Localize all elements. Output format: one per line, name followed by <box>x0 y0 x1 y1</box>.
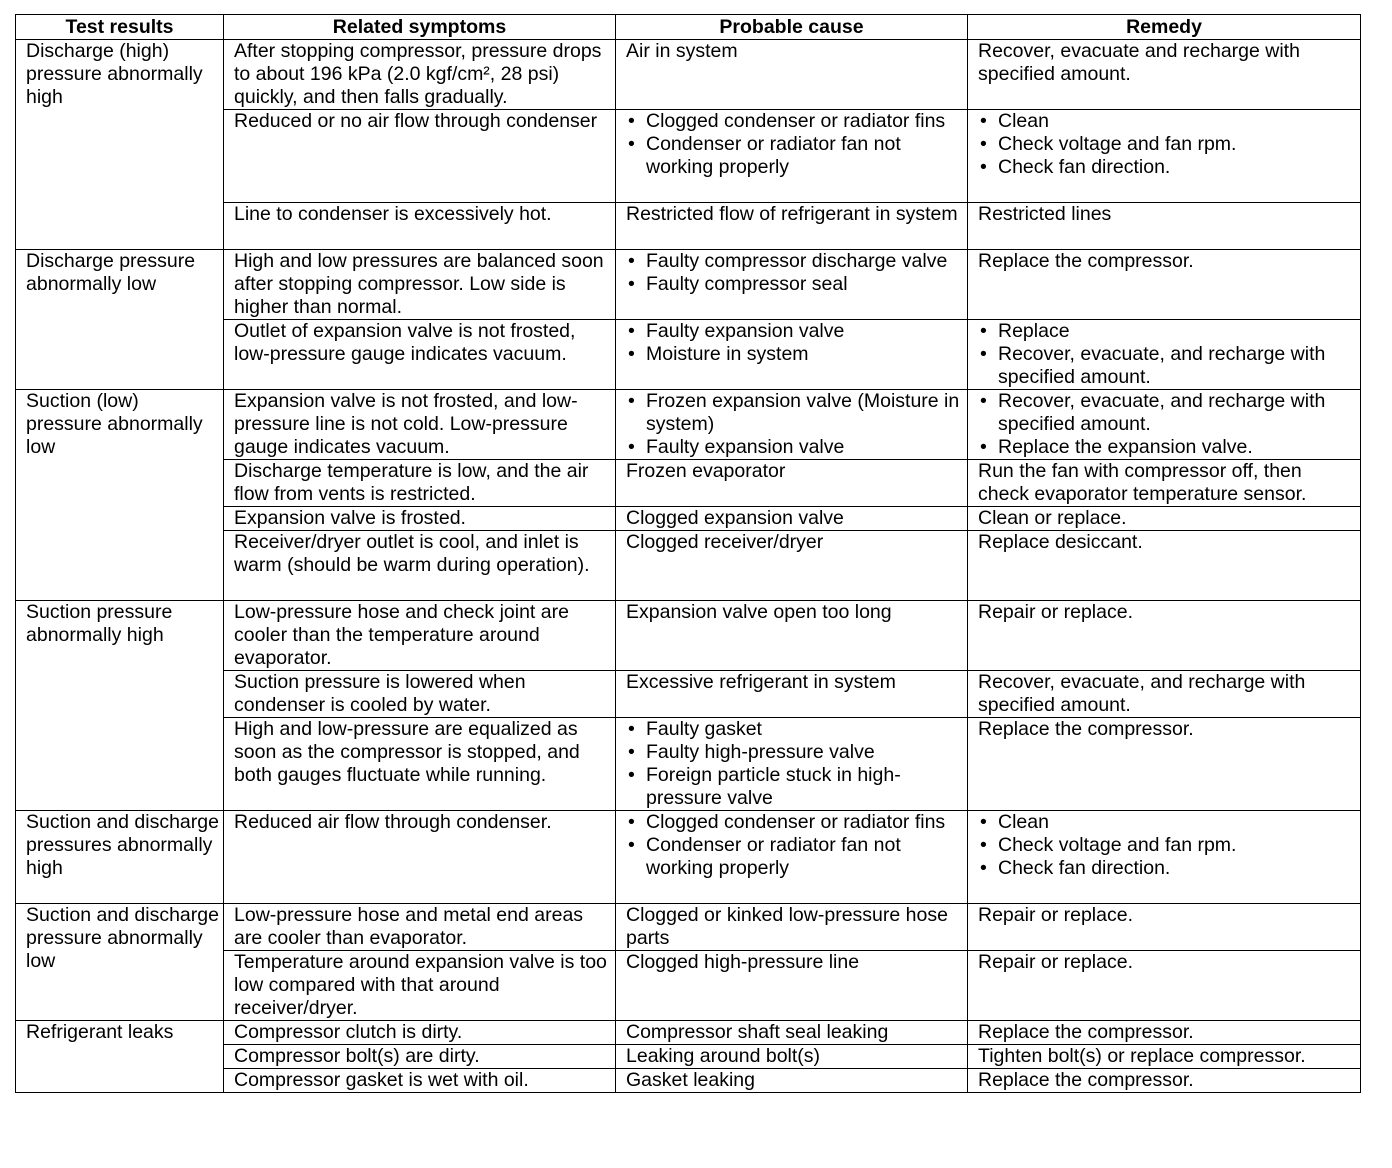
cause-cell <box>616 671 968 718</box>
symptom-cell: Suction pressure is lowered when condenser is cooled by water. <box>224 671 616 718</box>
table-row <box>16 40 1361 110</box>
table-body <box>16 40 1361 1093</box>
cell-text: Air in system <box>626 40 738 62</box>
symptom-cell: Reduced or no air flow through condenser <box>224 110 616 203</box>
bullet-item: • Condenser or radiator fan not working properly <box>626 133 963 179</box>
bullet-item: • Recover, evacuate, and recharge with specified amount. <box>978 343 1356 389</box>
bullet-item: • Frozen expansion valve (Moisture in system) <box>626 390 963 436</box>
cause-cell <box>616 203 968 250</box>
bullet-list <box>626 320 963 366</box>
remedy-cell <box>968 460 1361 507</box>
cause-cell <box>616 904 968 951</box>
remedy-cell <box>968 531 1361 601</box>
header-related-symptoms: Related symptoms <box>224 15 616 40</box>
cell-text: Repair or replace. <box>978 904 1133 926</box>
cell-text: Gasket leaking <box>626 1069 755 1091</box>
cause-cell <box>616 320 968 390</box>
symptom-cell: Discharge temperature is low, and the air flow from vents is restricted. <box>224 460 616 507</box>
cause-cell <box>616 811 968 904</box>
symptom-cell: Outlet of expansion valve is not frosted, low-pressure gauge indicates vacuum. <box>224 320 616 390</box>
cell-text: Repair or replace. <box>978 951 1133 973</box>
bullet-list <box>978 811 1356 880</box>
test-result-cell: Refrigerant leaks <box>16 1021 224 1093</box>
bullet-item: • Faulty expansion valve <box>626 320 963 343</box>
header-test-results: Test results <box>16 15 224 40</box>
symptom-cell: Reduced air flow through condenser. <box>224 811 616 904</box>
cell-text: Compressor shaft seal leaking <box>626 1021 889 1043</box>
symptom-cell: Low-pressure hose and check joint are cooler than the temperature around evaporator. <box>224 601 616 671</box>
bullet-item: • Clean <box>978 110 1356 133</box>
bullet-list <box>626 110 963 179</box>
symptom-cell: Temperature around expansion valve is too low compared with that around receiver/dryer. <box>224 951 616 1021</box>
bullet-list <box>978 320 1356 389</box>
test-result-cell: Discharge pressure abnormally low <box>16 250 224 390</box>
cell-text: Repair or replace. <box>978 601 1133 623</box>
bullet-list <box>978 390 1356 459</box>
troubleshooting-table <box>15 14 1361 1093</box>
cell-text: Replace the compressor. <box>978 250 1194 272</box>
remedy-cell <box>968 904 1361 951</box>
cell-text: Clean or replace. <box>978 507 1127 529</box>
bullet-list <box>978 110 1356 179</box>
bullet-item: • Check voltage and fan rpm. <box>978 133 1356 156</box>
header-remedy: Remedy <box>968 15 1361 40</box>
remedy-cell <box>968 40 1361 110</box>
table-row <box>16 250 1361 320</box>
cause-cell <box>616 460 968 507</box>
cell-text: Replace the compressor. <box>978 1021 1194 1043</box>
cell-text: Replace desiccant. <box>978 531 1143 553</box>
remedy-cell <box>968 671 1361 718</box>
symptom-cell: Expansion valve is frosted. <box>224 507 616 531</box>
remedy-cell <box>968 507 1361 531</box>
symptom-cell: Compressor gasket is wet with oil. <box>224 1069 616 1093</box>
symptom-cell: Compressor bolt(s) are dirty. <box>224 1045 616 1069</box>
bullet-item: • Replace <box>978 320 1356 343</box>
test-result-cell: Suction (low) pressure abnormally low <box>16 390 224 601</box>
bullet-item: • Clogged condenser or radiator fins <box>626 811 963 834</box>
cell-text: Tighten bolt(s) or replace compressor. <box>978 1045 1306 1067</box>
bullet-item: • Clogged condenser or radiator fins <box>626 110 963 133</box>
remedy-cell <box>968 320 1361 390</box>
header-row <box>16 15 1361 40</box>
cell-text: Expansion valve open too long <box>626 601 892 623</box>
cell-text: Replace the compressor. <box>978 1069 1194 1091</box>
table-row <box>16 811 1361 904</box>
remedy-cell <box>968 601 1361 671</box>
cause-cell <box>616 1045 968 1069</box>
cell-text: Clogged high-pressure line <box>626 951 860 973</box>
cell-text: Recover, evacuate, and recharge with specified amount. <box>978 671 1306 716</box>
symptom-cell: High and low-pressure are equalized as soon as the compressor is stopped, and both gauges fluctuate while running. <box>224 718 616 811</box>
remedy-cell <box>968 1045 1361 1069</box>
table-row <box>16 601 1361 671</box>
symptom-cell: Compressor clutch is dirty. <box>224 1021 616 1045</box>
bullet-item: • Clean <box>978 811 1356 834</box>
symptom-cell: Receiver/dryer outlet is cool, and inlet is warm (should be warm during operation). <box>224 531 616 601</box>
cause-cell <box>616 250 968 320</box>
cell-text: Restricted lines <box>978 203 1112 225</box>
bullet-list <box>626 811 963 880</box>
cause-cell <box>616 718 968 811</box>
cell-text: Recover, evacuate and recharge with specified amount. <box>978 40 1300 85</box>
bullet-list <box>626 250 963 296</box>
bullet-list <box>626 390 963 459</box>
remedy-cell <box>968 811 1361 904</box>
bullet-list <box>626 718 963 810</box>
remedy-cell <box>968 718 1361 811</box>
bullet-item: • Faulty expansion valve <box>626 436 963 459</box>
symptom-cell: Line to condenser is excessively hot. <box>224 203 616 250</box>
bullet-item: • Faulty high-pressure valve <box>626 741 963 764</box>
cause-cell <box>616 531 968 601</box>
test-result-cell: Suction and discharge pressures abnormally high <box>16 811 224 904</box>
cell-text: Excessive refrigerant in system <box>626 671 896 693</box>
table-row <box>16 1021 1361 1045</box>
bullet-item: • Foreign particle stuck in high-pressure valve <box>626 764 963 810</box>
cell-text: Clogged expansion valve <box>626 507 844 529</box>
symptom-cell: High and low pressures are balanced soon after stopping compressor. Low side is higher than normal. <box>224 250 616 320</box>
cause-cell <box>616 1021 968 1045</box>
cause-cell <box>616 507 968 531</box>
remedy-cell <box>968 1021 1361 1045</box>
bullet-item: • Check fan direction. <box>978 857 1356 880</box>
remedy-cell <box>968 1069 1361 1093</box>
bullet-item: • Check fan direction. <box>978 156 1356 179</box>
cause-cell <box>616 390 968 460</box>
test-result-cell: Discharge (high) pressure abnormally high <box>16 40 224 250</box>
cell-text: Replace the compressor. <box>978 718 1194 740</box>
test-result-cell: Suction and discharge pressure abnormally low <box>16 904 224 1021</box>
cell-text: Frozen evaporator <box>626 460 786 482</box>
bullet-item: • Replace the expansion valve. <box>978 436 1356 459</box>
remedy-cell <box>968 951 1361 1021</box>
cell-text: Clogged receiver/dryer <box>626 531 824 553</box>
bullet-item: • Faulty gasket <box>626 718 963 741</box>
cell-text: Restricted flow of refrigerant in system <box>626 203 958 225</box>
symptom-cell: After stopping compressor, pressure drops to about 196 kPa (2.0 kgf/cm², 28 psi) quickly, and then falls gradually. <box>224 40 616 110</box>
remedy-cell <box>968 110 1361 203</box>
remedy-cell <box>968 390 1361 460</box>
bullet-item: • Faulty compressor seal <box>626 273 963 296</box>
remedy-cell <box>968 250 1361 320</box>
test-result-cell: Suction pressure abnormally high <box>16 601 224 811</box>
cause-cell <box>616 951 968 1021</box>
bullet-item: • Recover, evacuate, and recharge with specified amount. <box>978 390 1356 436</box>
cell-text: Clogged or kinked low-pressure hose parts <box>626 904 948 949</box>
cause-cell <box>616 40 968 110</box>
symptom-cell: Low-pressure hose and metal end areas are cooler than evaporator. <box>224 904 616 951</box>
cause-cell <box>616 110 968 203</box>
symptom-cell: Expansion valve is not frosted, and low-pressure line is not cold. Low-pressure gauge indicates vacuum. <box>224 390 616 460</box>
remedy-cell <box>968 203 1361 250</box>
cause-cell <box>616 601 968 671</box>
bullet-item: • Condenser or radiator fan not working properly <box>626 834 963 880</box>
cause-cell <box>616 1069 968 1093</box>
bullet-item: • Faulty compressor discharge valve <box>626 250 963 273</box>
bullet-item: • Moisture in system <box>626 343 963 366</box>
cell-text: Run the fan with compressor off, then check evaporator temperature sensor. <box>978 460 1307 505</box>
header-probable-cause: Probable cause <box>616 15 968 40</box>
bullet-item: • Check voltage and fan rpm. <box>978 834 1356 857</box>
table-row <box>16 390 1361 460</box>
cell-text: Leaking around bolt(s) <box>626 1045 821 1067</box>
table-row <box>16 904 1361 951</box>
